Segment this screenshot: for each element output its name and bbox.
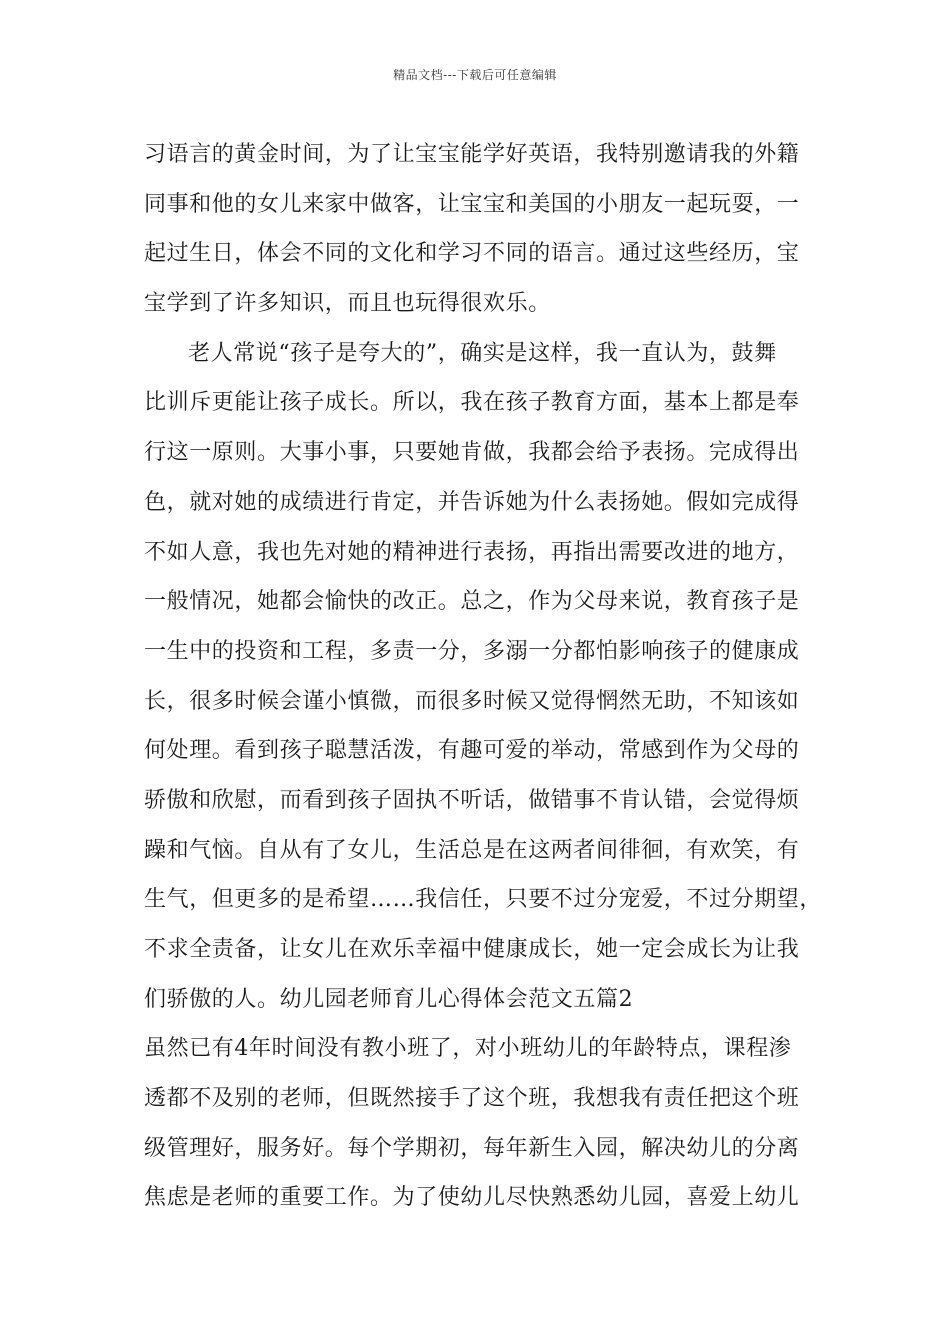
text-line: 焦虑是老师的重要工作。为了使幼儿尽快熟悉幼儿园，喜爱上幼儿 [144,1185,800,1211]
text-line: 级管理好，服务好。每个学期初，每年新生入园，解决幼儿的分离 [144,1135,800,1161]
text-line: 起过生日，体会不同的文化和学习不同的语言。通过这些经历，宝 [144,241,800,267]
text-line: 同事和他的女儿来家中做客，让宝宝和美国的小朋友一起玩耍，一 [144,191,800,217]
text-line: 们骄傲的人。幼儿园老师育儿心得体会范文五篇2 [144,986,634,1012]
text-line: 一般情况，她都会愉快的改正。总之，作为父母来说，教育孩子是 [144,589,800,615]
text-line: 行这一原则。大事小事，只要她肯做，我都会给予表扬。完成得出 [144,440,800,466]
text-line: 比训斥更能让孩子成长。所以，我在孩子教育方面，基本上都是奉 [144,390,800,416]
text-line: 何处理。看到孩子聪慧活泼，有趣可爱的举动，常感到作为父母的 [144,738,800,764]
text-line: 透都不及别的老师，但既然接手了这个班，我想我有责任把这个班 [144,1086,800,1112]
text-line: 不求全责备，让女儿在欢乐幸福中健康成长，她一定会成长为让我 [144,937,800,962]
text-line: 色，就对她的成绩进行肯定，并告诉她为什么表扬她。假如完成得 [144,489,800,515]
text-line: 虽然已有4年时间没有教小班了，对小班幼儿的年龄特点，课程渗 [144,1036,792,1062]
text-line: 一生中的投资和工程，多责一分，多溺一分都怕影响孩子的健康成 [144,638,800,664]
document-body [144,130,824,1223]
text-line: 习语言的黄金时间，为了让宝宝能学好英语，我特别邀请我的外籍 [144,142,800,167]
page-header: 精品文档---下载后可任意编辑 [393,68,557,82]
text-line: 不如人意，我也先对她的精神进行表扬，再指出需要改进的地方， [144,539,800,565]
text-line: 躁和气恼。自从有了女儿，生活总是在这两者间徘徊，有欢笑，有 [144,837,800,863]
text-line: 骄傲和欣慰，而看到孩子固执不听话，做错事不肯认错，会觉得烦 [144,787,800,813]
text-line: 老人常说“孩子是夸大的”，确实是这样，我一直认为，鼓舞 [188,340,777,366]
text-line: 长，很多时候会谨小慎微，而很多时候又觉得惘然无助，不知该如 [144,688,800,714]
text-line: 宝学到了许多知识，而且也玩得很欢乐。 [144,291,551,317]
text-line: 生气，但更多的是希望……我信任，只要不过分宠爱，不过分期望， [144,887,823,913]
